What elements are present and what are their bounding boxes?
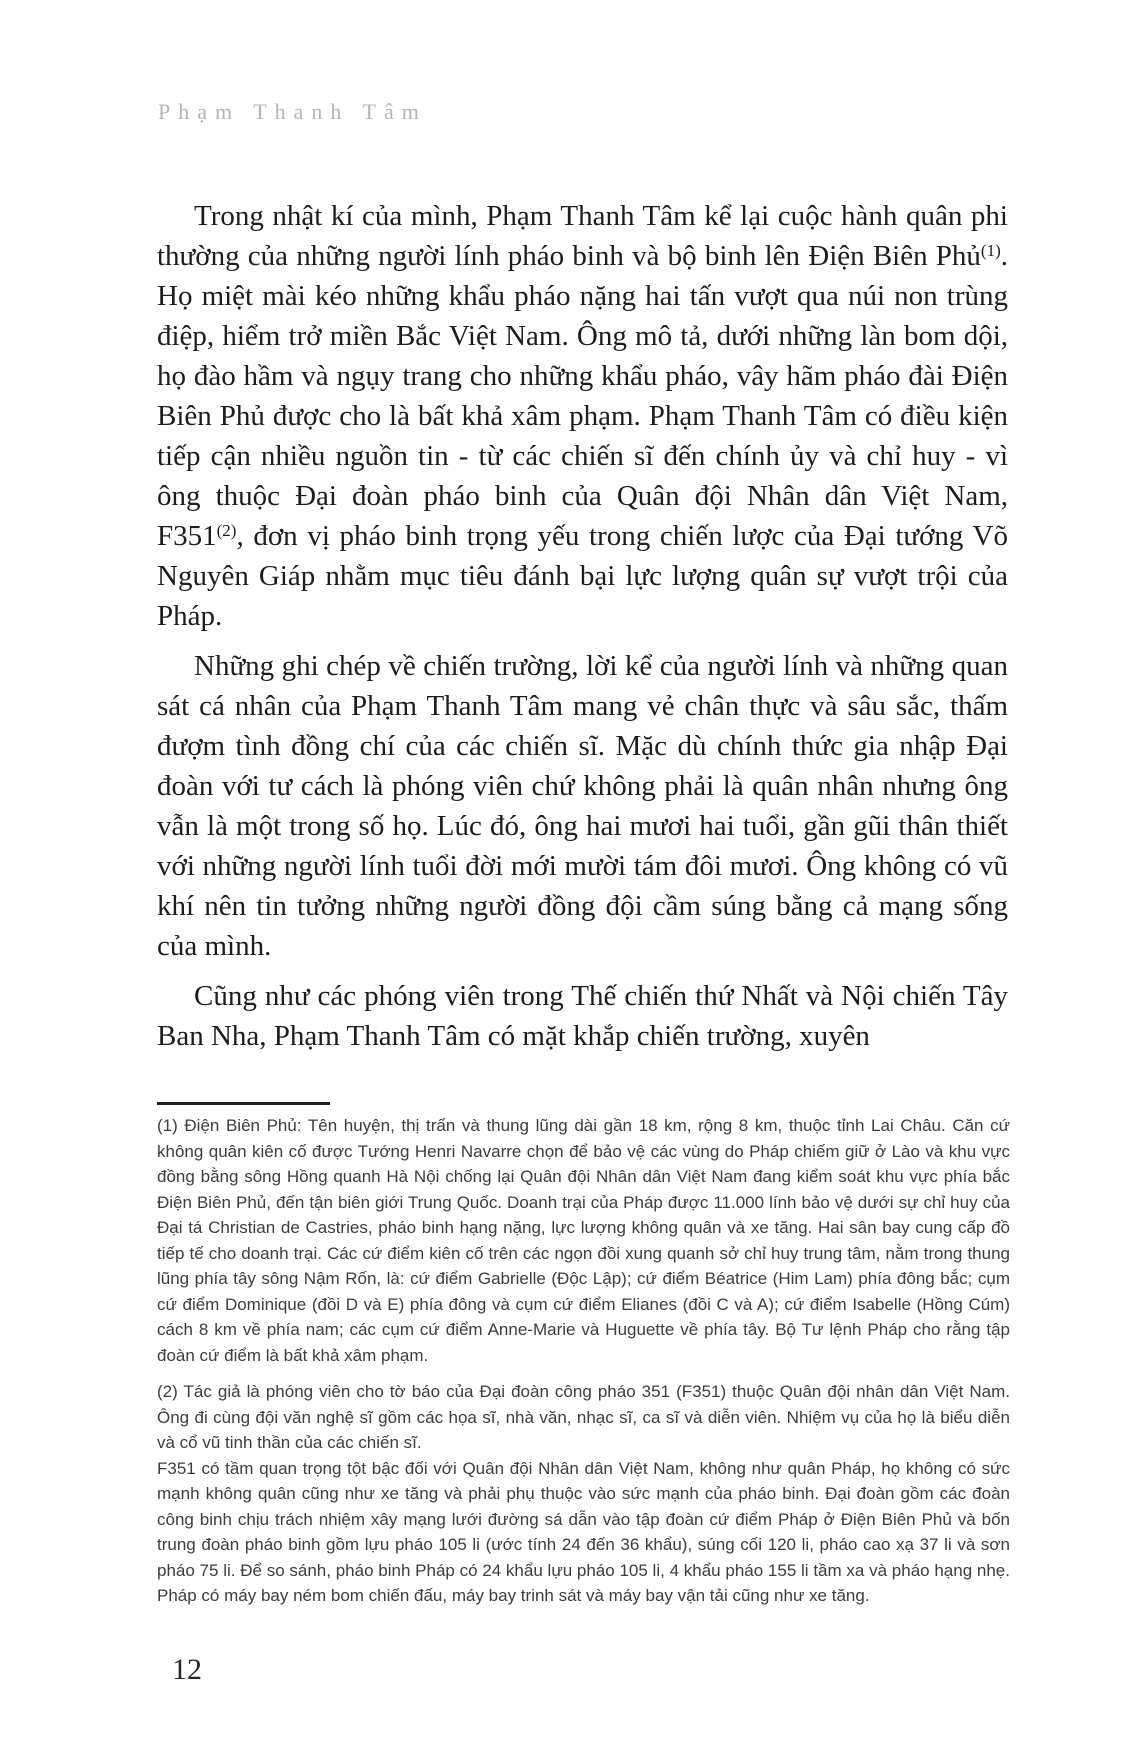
- paragraph-1-text-c: , đơn vị pháo binh trọng yếu trong chiến lược của Đại tướng Võ Nguyên Giáp nhằm mục tiêu đánh bại lực lượng quân sự vượt trội của Pháp.: [157, 520, 1008, 632]
- paragraph-1-text-b: . Họ miệt mài kéo những khẩu pháo nặng hai tấn vượt qua núi non trùng điệp, hiểm trở miền Bắc Việt Nam. Ông mô tả, dưới những làn bom dội, họ đào hầm và ngụy trang cho những khẩu pháo, vây hãm pháo đài Điện Biên Phủ được cho là bất khả xâm phạm. Phạm Thanh Tâm có điều kiện tiếp cận nhiều nguồn tin - từ các chiến sĩ đến chính ủy và chỉ huy - vì ông thuộc Đại đoàn pháo binh của Quân đội Nhân dân Việt Nam, F351: [157, 240, 1008, 552]
- paragraph-1-text-a: Trong nhật kí của mình, Phạm Thanh Tâm kể lại cuộc hành quân phi thường của những người lính pháo binh và bộ binh lên Điện Biên Phủ: [157, 200, 1008, 272]
- running-header-author: Phạm Thanh Tâm: [158, 99, 427, 124]
- footnote-ref-2: (2): [216, 521, 237, 540]
- footnote-ref-1: (1): [980, 241, 1001, 260]
- page-number: 12: [172, 1653, 202, 1686]
- footnote-1: [157, 1113, 1010, 1368]
- footnotes-section: [157, 1113, 1010, 1609]
- body-text: [157, 196, 1008, 1056]
- paragraph-3: Cũng như các phóng viên trong Thế chiến thứ Nhất và Nội chiến Tây Ban Nha, Phạm Thanh Tâm có mặt khắp chiến trường, xuyên: [157, 980, 1008, 1052]
- footnote-2-text-a: (2) Tác giả là phóng viên cho tờ báo của Đại đoàn công pháo 351 (F351) thuộc Quân đội nhân dân Việt Nam. Ông đi cùng đội văn nghệ sĩ gồm các họa sĩ, nhà văn, nhạc sĩ, ca sĩ và diễn viên. Nhiệm vụ của họ là biểu diễn và cổ vũ tinh thần của các chiến sĩ.: [157, 1382, 1010, 1452]
- footnote-2: [157, 1379, 1010, 1609]
- footnote-2-text-b: F351 có tầm quan trọng tột bậc đối với Quân đội Nhân dân Việt Nam, không như quân Pháp, họ không có sức mạnh không quân cũng như xe tăng và phải phụ thuộc vào sức mạnh của pháo binh. Đại đoàn gồm các đoàn công binh chịu trách nhiệm xây mạng lưới đường sá dẫn vào tập đoàn cứ điểm Pháp ở Điện Biên Phủ và bốn trung đoàn pháo binh gồm lựu pháo 105 li (ước tính 24 đến 36 khẩu), súng cối 120 li, pháo cao xạ 37 li và sơn pháo 75 li. Để so sánh, pháo binh Pháp có 24 khẩu lựu pháo 105 li, 4 khẩu pháo 155 li tầm xa và pháo hạng nhẹ. Pháp có máy bay ném bom chiến đấu, máy bay trinh sát và máy bay vận tải cũng như xe tăng.: [157, 1458, 1010, 1605]
- footnote-separator-rule: [157, 1102, 330, 1105]
- paragraph-1: [157, 196, 1008, 636]
- paragraph-2: Những ghi chép về chiến trường, lời kể của người lính và những quan sát cá nhân của Phạm Thanh Tâm mang vẻ chân thực và sâu sắc, thấm đượm tình đồng chí của các chiến sĩ. Mặc dù chính thức gia nhập Đại đoàn với tư cách là phóng viên chứ không phải là quân nhân nhưng ông vẫn là một trong số họ. Lúc đó, ông hai mươi hai tuổi, gần gũi thân thiết với những người lính tuổi đời mới mười tám đôi mươi. Ông không có vũ khí nên tin tưởng những người đồng đội cầm súng bằng cả mạng sống của mình.: [157, 650, 1008, 962]
- footnote-1-text: (1) Điện Biên Phủ: Tên huyện, thị trấn và thung lũng dài gần 18 km, rộng 8 km, thuộc tỉnh Lai Châu. Căn cứ không quân kiên cố được Tướng Henri Navarre chọn để bảo vệ các vùng do Pháp chiếm giữ ở Lào và khu vực đồng bằng sông Hồng quanh Hà Nội chống lại Quân đội Nhân dân Việt Nam đang kiểm soát khu vực phía bắc Điện Biên Phủ, đến tận biên giới Trung Quốc. Doanh trại của Pháp được 11.000 lính bảo vệ dưới sự chỉ huy của Đại tá Christian de Castries, pháo binh hạng nặng, lực lượng không quân và xe tăng. Hai sân bay cung cấp đồ tiếp tế cho doanh trại. Các cứ điểm kiên cố trên các ngọn đồi xung quanh sở chỉ huy trung tâm, nằm trong thung lũng phía tây sông Nậm Rốn, là: cứ điểm Gabrielle (Độc Lập); cứ điểm Béatrice (Him Lam) phía đông bắc; cụm cứ điểm Dominique (đồi D và E) phía đông và cụm cứ điểm Elianes (đồi C và A); cứ điểm Isabelle (Hồng Cúm) cách 8 km về phía nam; các cụm cứ điểm Anne-Marie và Huguette về phía tây. Bộ Tư lệnh Pháp cho rằng tập đoàn cứ điểm là bất khả xâm phạm.: [157, 1116, 1010, 1365]
